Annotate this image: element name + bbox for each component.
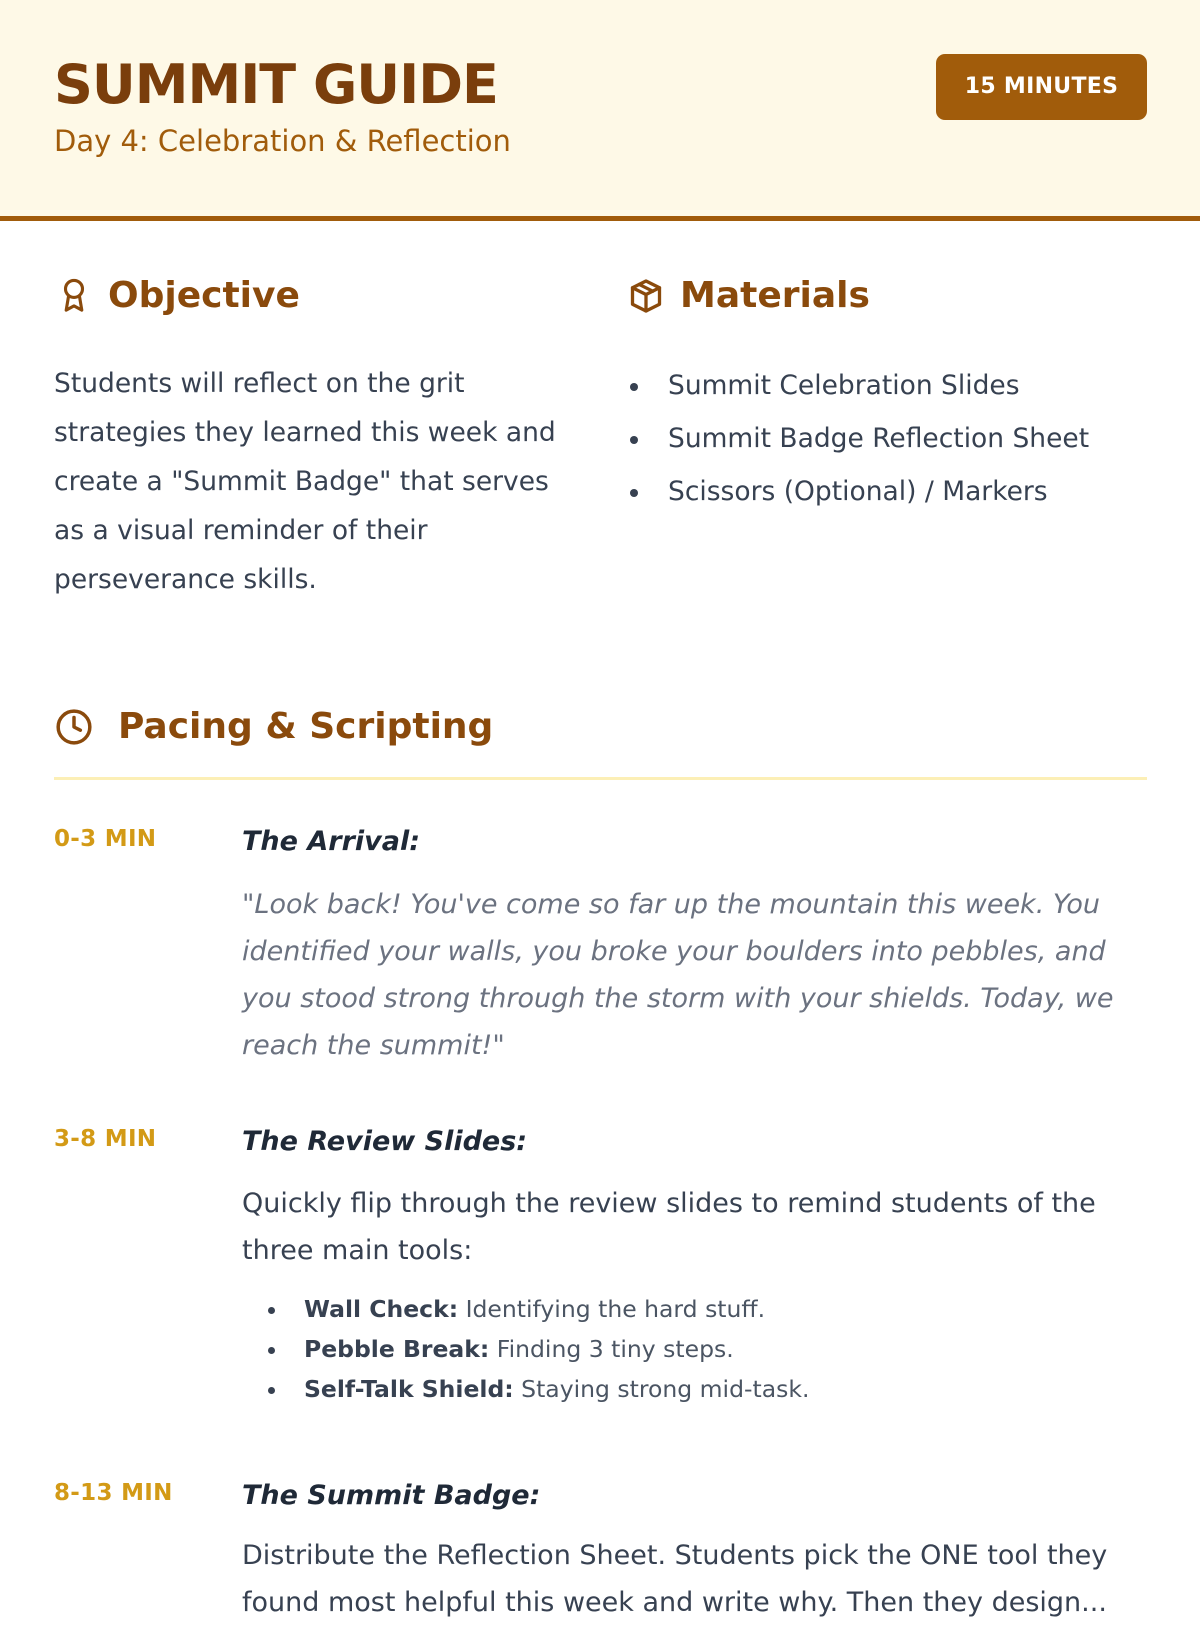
materials-item: Scissors (Optional) / Markers xyxy=(630,465,1170,518)
step-body: Distribute the Reflection Sheet. Students pick the ONE tool they found most helpful this week and write why. Then they design... xyxy=(242,1540,1108,1618)
tool-name: Pebble Break: xyxy=(304,1335,490,1363)
materials-item: Summit Badge Reflection Sheet xyxy=(630,412,1170,465)
list-item xyxy=(266,1329,809,1369)
page-header xyxy=(0,0,1200,221)
section-divider xyxy=(54,777,1147,780)
box-icon xyxy=(626,276,666,316)
step-time: 3-8 MIN xyxy=(54,1126,157,1152)
list-item xyxy=(266,1369,809,1409)
step-title: The Arrival: xyxy=(242,826,421,857)
objective-text: Students will reflect on the grit strategies they learned this week and create a "Summit Badge" that serves as a visual reminder of their perseverance skills. xyxy=(54,368,556,595)
tool-desc: Staying strong mid-task. xyxy=(513,1375,810,1403)
materials-list xyxy=(630,359,1170,518)
page-title: SUMMIT GUIDE xyxy=(54,53,498,116)
step-title: The Review Slides: xyxy=(242,1126,528,1157)
materials-heading-label: Materials xyxy=(680,275,870,316)
award-icon xyxy=(54,276,94,316)
page-subtitle: Day 4: Celebration & Reflection xyxy=(54,124,511,158)
tool-desc: Identifying the hard stuff. xyxy=(458,1295,766,1323)
clock-icon xyxy=(54,707,94,747)
tool-name: Wall Check: xyxy=(304,1295,459,1323)
list-item xyxy=(266,1289,809,1329)
pacing-heading xyxy=(54,706,493,747)
tools-list xyxy=(266,1289,809,1409)
step-script-quote: "Look back! You've come so far up the mountain this week. You identified your walls, you broke your boulders into pebbles, and you stood strong through the storm with your shields. Today, we reach the summit!" xyxy=(242,889,1114,1061)
step-body: Quickly flip through the review slides to remind students of the three main tools: xyxy=(242,1188,1096,1266)
objective-heading xyxy=(54,275,300,316)
objective-heading-label: Objective xyxy=(108,275,300,316)
materials-item: Summit Celebration Slides xyxy=(630,359,1170,412)
step-time: 8-13 MIN xyxy=(54,1480,173,1506)
step-title: The Summit Badge: xyxy=(242,1480,541,1511)
duration-badge: 15 MINUTES xyxy=(936,54,1147,120)
tool-desc: Finding 3 tiny steps. xyxy=(489,1335,734,1363)
step-time: 0-3 MIN xyxy=(54,826,157,852)
tool-name: Self-Talk Shield: xyxy=(304,1375,514,1403)
materials-heading xyxy=(626,275,870,316)
pacing-heading-label: Pacing & Scripting xyxy=(118,706,494,747)
